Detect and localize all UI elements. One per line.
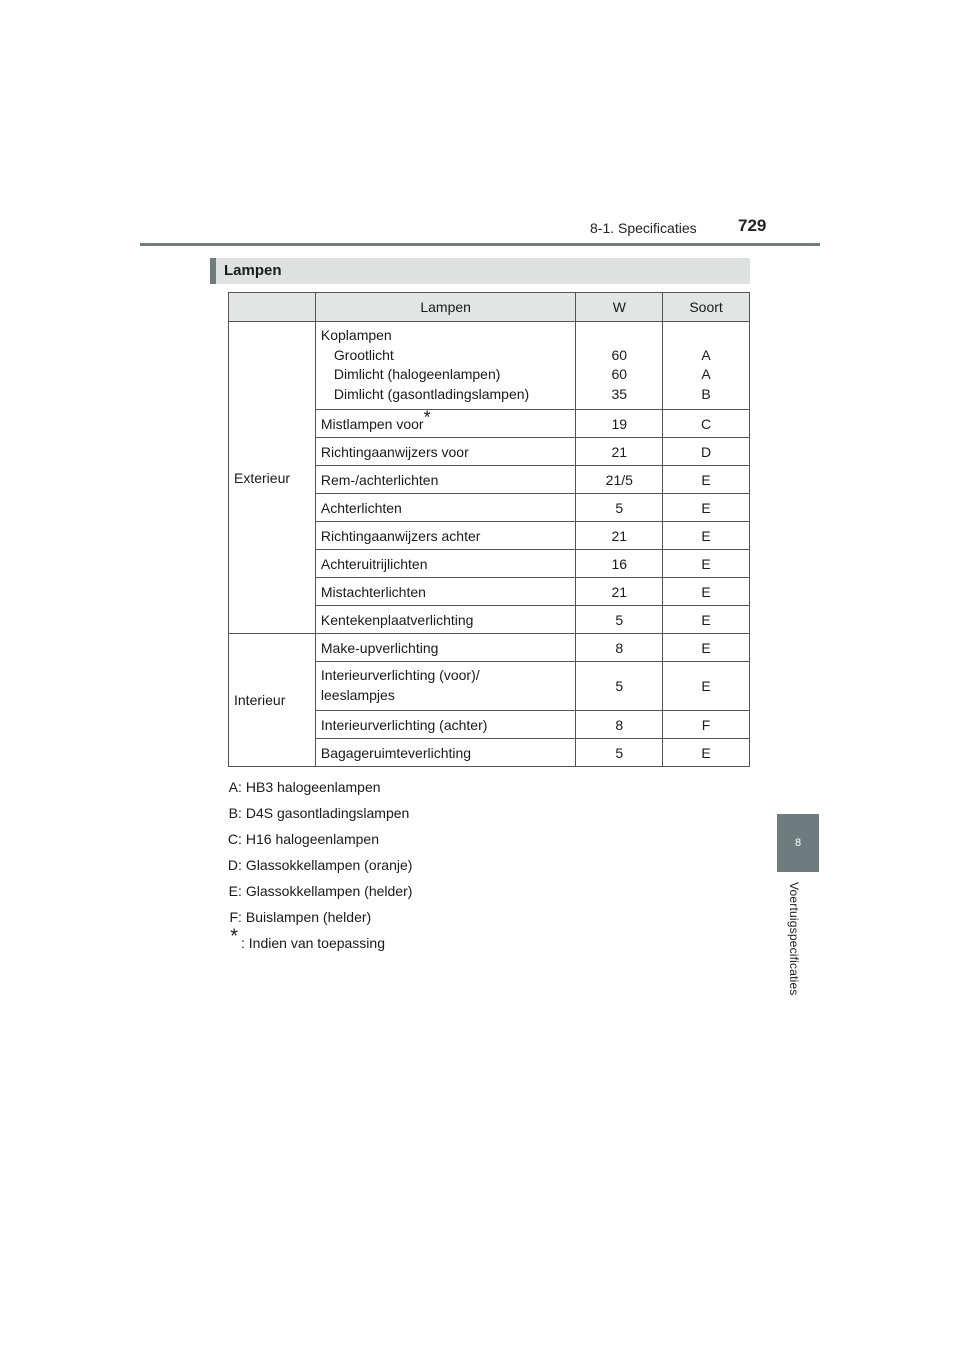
lamp-type: F [663,711,750,739]
type-value: A [701,366,711,382]
lamp-name: Richtingaanwijzers achter [315,522,576,550]
lamp-watt: 19 [576,410,663,438]
lamp-name-main: Koplampen [320,327,392,343]
chapter-label: Voertuigspecificaties [787,882,801,996]
lamp-sub-name: Dimlicht (halogeenlampen) [333,366,501,382]
lamp-watt: 21 [576,522,663,550]
lamp-watt: 5 [576,662,663,711]
header-lamp: Lampen [315,293,576,322]
lamp-name: Interieurverlichting (achter) [315,711,576,739]
lamp-name [315,322,576,410]
type-value: A [701,346,711,363]
watt-value: 60 [611,346,628,363]
legend-key: A [228,779,238,795]
lamp-watt: 16 [576,550,663,578]
legend-item: E : Glassokkellampen (helder) [222,878,412,904]
lamp-name: Make-upverlichting [315,634,576,662]
section-heading: Lampen [210,258,750,284]
lamp-type: E [663,522,750,550]
lamp-type: E [663,634,750,662]
legend-key: B [228,805,238,821]
legend-text: Glassokkellampen (oranje) [245,857,413,873]
legend-text: HB3 halogeenlampen [245,779,381,795]
lamp-type: E [663,578,750,606]
header-type: Soort [663,293,750,322]
legend-key: E [228,883,238,899]
footnote-star: * [230,925,238,948]
legend-key: F [229,909,238,925]
legend-item: D : Glassokkellampen (oranje) [222,852,412,878]
legend-key: D [227,857,238,873]
lamp-name: Achterlichten [315,494,576,522]
lamp-name [315,406,576,438]
lamp-watt: 5 [576,494,663,522]
lamp-name-line: Interieurverlichting (voor)/ [320,667,480,683]
page-number: 729 [738,216,767,235]
lamp-sub-name: Grootlicht [333,346,394,363]
type-value: B [701,385,711,402]
group-label-interior: Interieur [229,634,316,767]
lamp-name: Richtingaanwijzers voor [315,438,576,466]
lamp-type: D [663,438,750,466]
lamp-type: E [663,550,750,578]
lamp-watt: 8 [576,711,663,739]
table-header-row [229,293,750,322]
lamp-name-text: Mistlampen voor [320,415,424,432]
chapter-tab[interactable] [777,814,819,872]
table-row [229,634,750,662]
lamp-type: E [663,494,750,522]
legend-text: H16 halogeenlampen [245,831,379,847]
lamp-name: Bagageruimteverlichting [315,739,576,767]
lamp-type: E [663,662,750,711]
group-label-exterior: Exterieur [229,322,316,634]
watt-value: 60 [611,366,628,382]
lamp-watt: 21 [576,438,663,466]
table-row [229,322,750,410]
legend [222,774,412,956]
lamp-spec-table [228,292,750,767]
header-watt: W [576,293,663,322]
legend-item: B : D4S gasontladingslampen [222,800,412,826]
legend-text: D4S gasontladingslampen [245,805,410,821]
lamp-watt: 21/5 [576,466,663,494]
watt-value: 35 [611,385,628,402]
footnote-star: * [423,406,431,427]
footnote-text: : Indien van toepassing [241,935,385,951]
header-section-title: 8-1. Specificaties [590,220,697,236]
lamp-watt: 5 [576,739,663,767]
legend-item: A : HB3 halogeenlampen [222,774,412,800]
lamp-type: C [663,410,750,438]
lamp-name-line: leeslampjes [320,686,395,703]
chapter-number: 8 [794,837,802,849]
lamp-sub-name: Dimlicht (gasontladingslampen) [333,385,530,402]
lamp-watt: 8 [576,634,663,662]
lamp-watt: 21 [576,578,663,606]
lamp-type: E [663,466,750,494]
lamp-watt [576,322,663,410]
lamp-name: Rem-/achterlichten [315,466,576,494]
lamp-name [315,662,576,711]
lamp-name: Kentekenplaatverlichting [315,606,576,634]
legend-key: C [227,831,238,847]
header-group [229,293,316,322]
legend-item: F : Buislampen (helder) [222,904,412,930]
lamp-name: Mistachterlichten [315,578,576,606]
legend-text: Buislampen (helder) [245,909,372,925]
legend-item: C : H16 halogeenlampen [222,826,412,852]
lamp-type [663,322,750,410]
legend-text: Glassokkellampen (helder) [245,883,413,899]
lamp-type: E [663,606,750,634]
header-rule [140,243,820,246]
lamp-watt: 5 [576,606,663,634]
lamp-type: E [663,739,750,767]
lamp-name: Achteruitrijlichten [315,550,576,578]
footnote [222,925,412,956]
